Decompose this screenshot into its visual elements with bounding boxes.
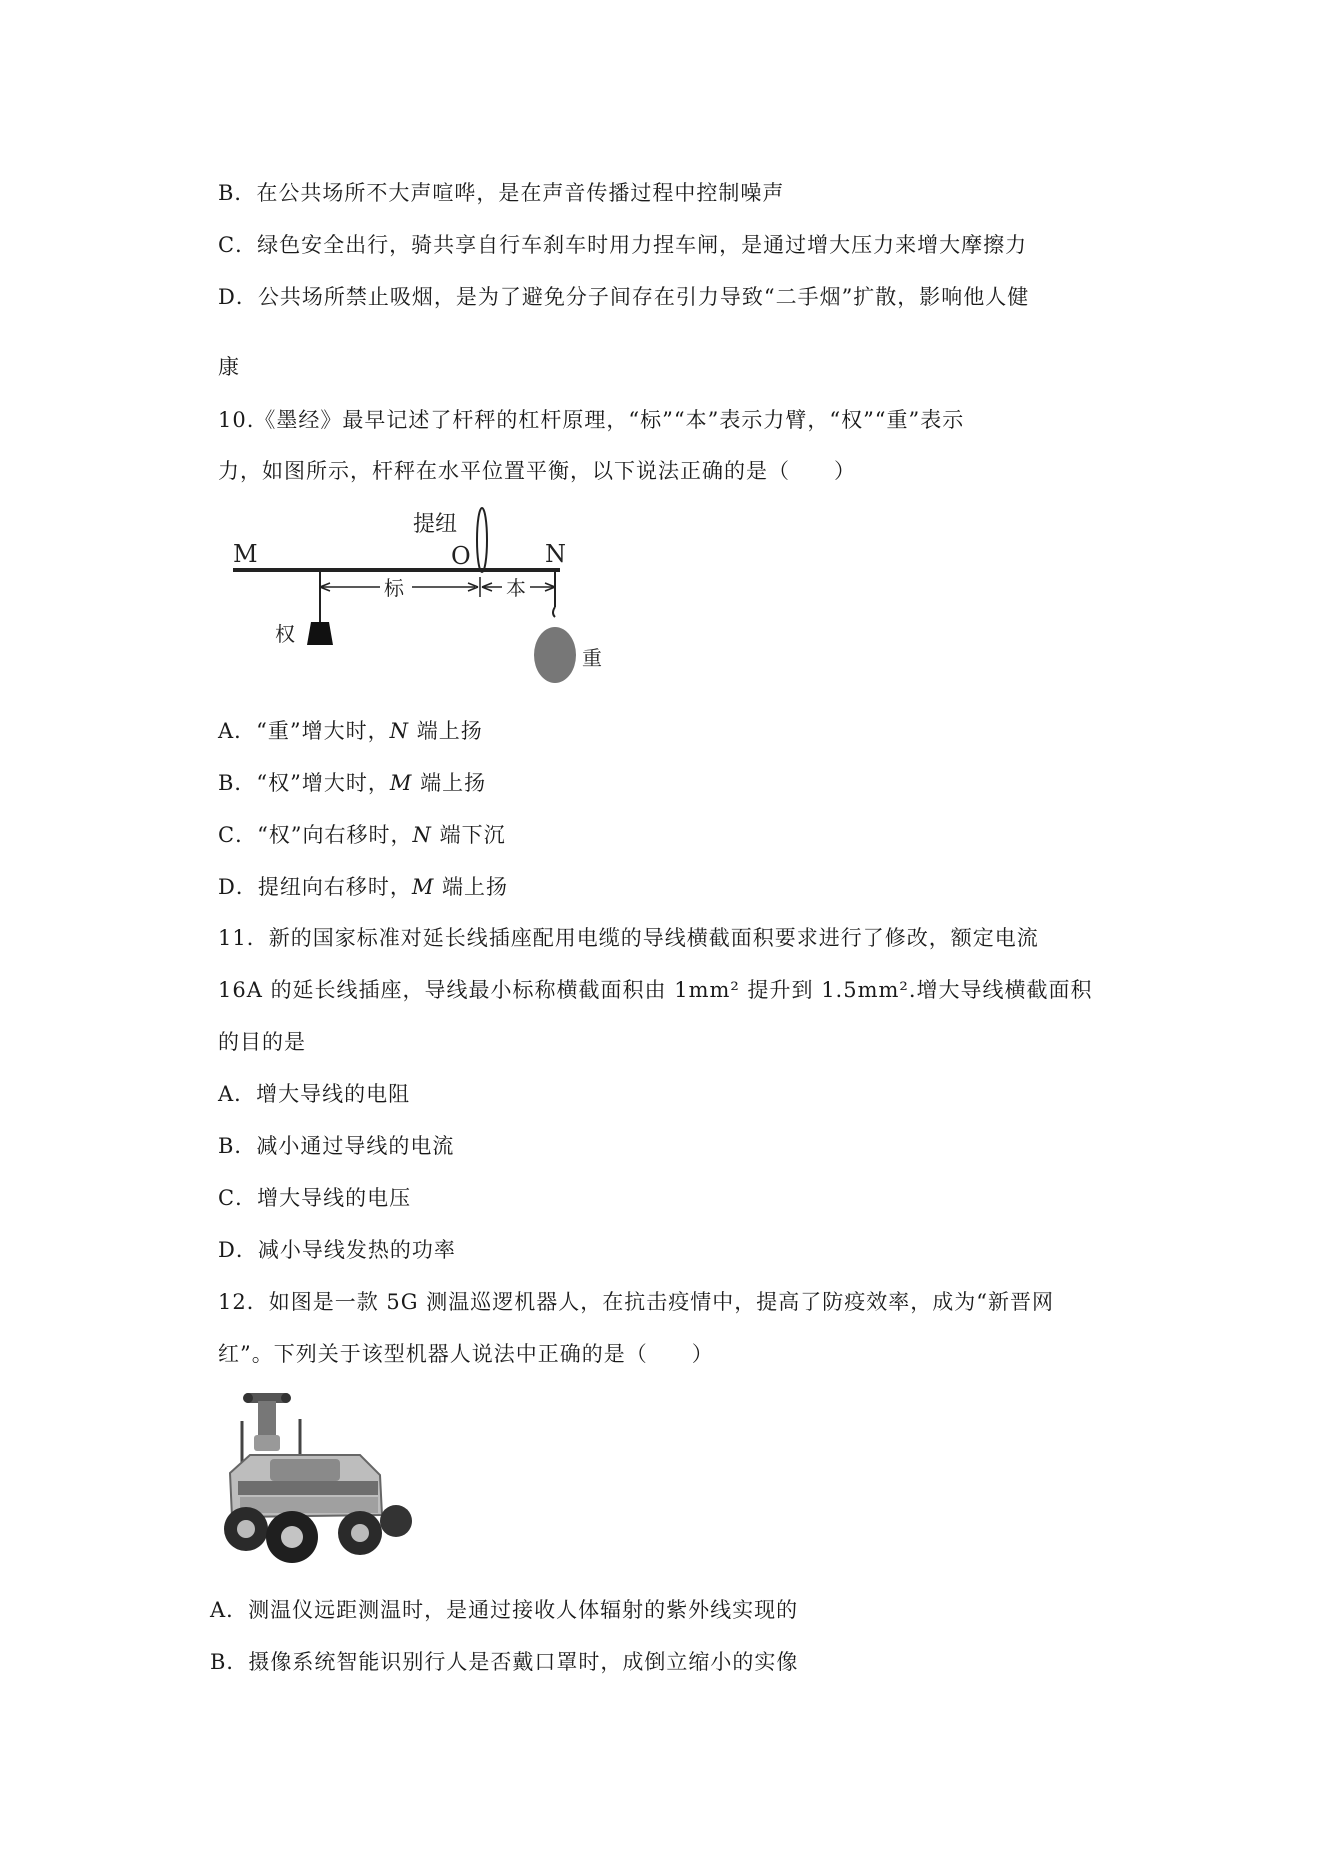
suspension-loop [477,508,487,572]
q11-option-b: B．减小通过导线的电流 [218,1134,455,1158]
q9-option-b: B．在公共场所不大声喧哗，是在声音传播过程中控制噪声 [218,181,785,205]
q10-option-b: B．“权”增大时，M 端上扬 [218,771,487,795]
label-quan: 权 [275,622,295,646]
steelyard-lever-diagram [225,505,625,690]
q10-stem-line1: 10.《墨经》最早记述了杆秤的杠杆原理，“标”“本”表示力臂，“权”“重”表示 [218,408,965,432]
q9-option-d-line2: 康 [218,355,240,379]
q10-option-a: A．“重”增大时，N 端上扬 [218,719,483,743]
q12-stem-line2: 红”。下列关于该型机器人说法中正确的是（ ） [218,1342,714,1366]
label-ben: 本 [506,576,526,600]
q11-stem-line3: 的目的是 [218,1030,306,1054]
q11-stem-line1: 11．新的国家标准对延长线插座配用电缆的导线横截面积要求进行了修改，额定电流 [218,926,1039,950]
q11-option-d: D．减小导线发热的功率 [218,1238,456,1262]
q10-option-c: C．“权”向右移时，N 端下沉 [218,823,506,847]
q12-option-a: A．测温仪远距测温时，是通过接收人体辐射的紫外线实现的 [210,1598,799,1622]
q10-option-d: D．提纽向右移时，M 端上扬 [218,875,509,899]
q11-option-c: C．增大导线的电压 [218,1186,412,1210]
label-o: O [451,542,471,570]
label-tizhu: 提纽 [413,512,458,537]
label-m: M [233,540,258,568]
q9-option-d-line1: D．公共场所禁止吸烟，是为了避免分子间存在引力导致“二手烟”扩散，影响他人健 [218,285,1030,309]
counterweight-block [307,622,333,645]
q11-option-a: A．增大导线的电阻 [218,1082,411,1106]
q12-stem-line1: 12．如图是一款 5G 测温巡逻机器人，在抗击疫情中，提高了防疫效率，成为“新晋网 [218,1290,1054,1314]
label-zhong: 重 [582,646,602,670]
load-object [534,627,576,683]
q9-option-c: C．绿色安全出行，骑共享自行车刹车时用力捏车闸，是通过增大压力来增大摩擦力 [218,233,1028,257]
patrol-robot-image [210,1385,415,1570]
q11-stem-line2: 16A 的延长线插座，导线最小标称横截面积由 1mm² 提升到 1.5mm².增大导线横截面积 [218,978,1093,1002]
q12-option-b: B．摄像系统智能识别行人是否戴口罩时，成倒立缩小的实像 [210,1650,799,1674]
q10-stem-line2: 力，如图所示，杆秤在水平位置平衡，以下说法正确的是（ ） [218,459,856,483]
label-biao: 标 [384,576,404,600]
label-n: N [545,540,566,568]
